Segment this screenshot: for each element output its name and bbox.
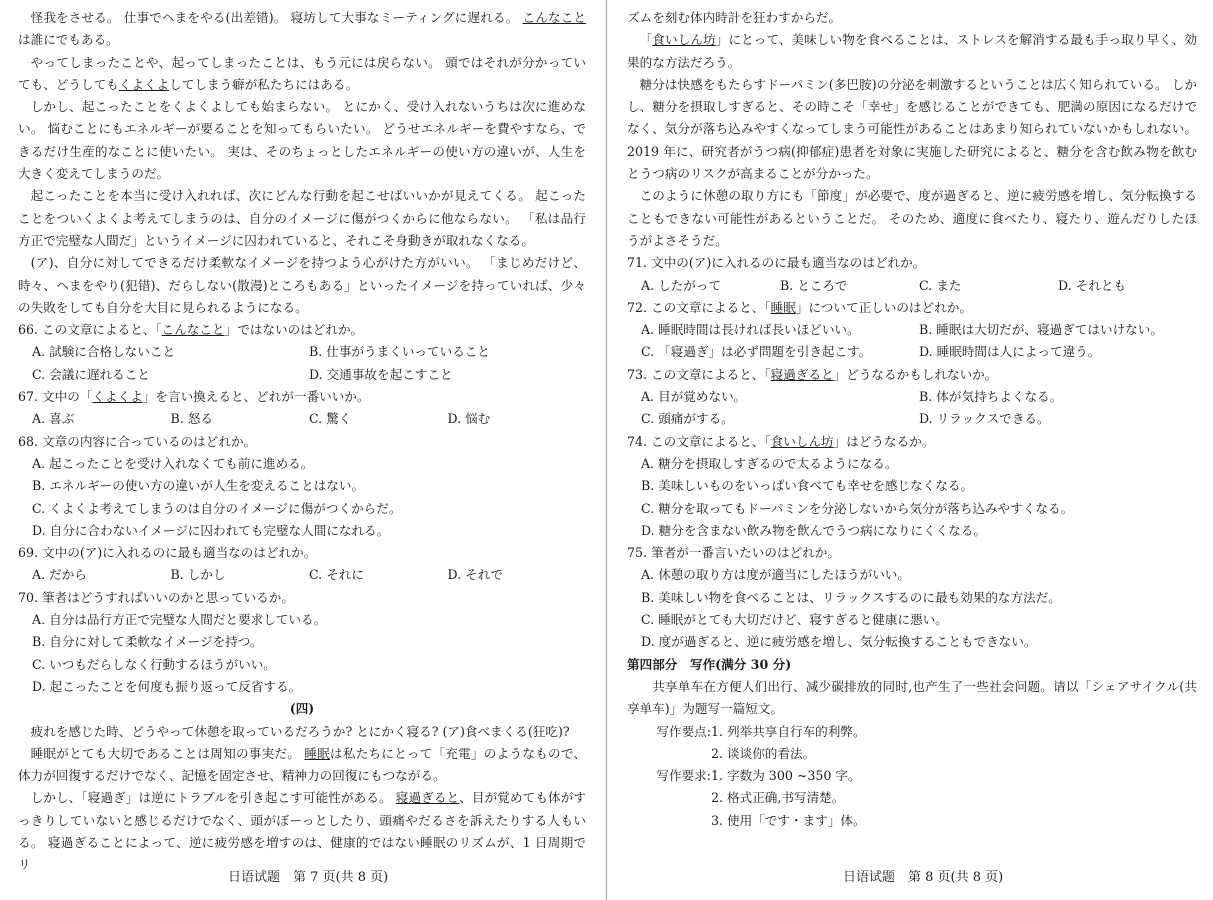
- answer-option[interactable]: D. それで: [447, 567, 503, 583]
- text-run: しかし、「寝過ぎ」は逆にトラブルを引き起こす可能性がある。: [30, 790, 396, 806]
- point-text: 2. 谈谈你的看法。: [711, 745, 816, 761]
- underlined-phrase: くよくよ: [118, 76, 170, 92]
- question: [627, 431, 1197, 542]
- underlined-phrase: 寝過ぎると: [770, 366, 834, 382]
- text-run: このように休憩の取り方にも「節度」が必要で、度が過ぎると、逆に疲労感を増し、気分転換することもできない可能性があるということだ。 そのため、適度に食べたり、寝たり、遊んだりしたほうがよさそうだ。: [627, 188, 1197, 248]
- answer-option[interactable]: B. ところで: [780, 277, 848, 293]
- answer-option[interactable]: C. 会議に遅れること: [32, 366, 150, 382]
- answer-option[interactable]: C. 「寝過ぎ」は必ず問題を引き起こす。: [641, 344, 872, 360]
- answer-option[interactable]: D. 交通事故を起こすこと: [309, 366, 453, 382]
- question: [627, 542, 1197, 653]
- question-stem: [627, 542, 1197, 564]
- text-run: 」を言い換えると、どれが一番いいか。: [142, 389, 370, 405]
- text-run: 」について正しいのはどれか。: [795, 299, 972, 315]
- page-7-content: [18, 7, 586, 877]
- answer-option[interactable]: D. 悩む: [447, 411, 491, 427]
- text-run: 」どうなるかもしれないか。: [833, 366, 998, 382]
- underlined-phrase: こんなこと: [161, 322, 225, 338]
- paragraph: [18, 743, 586, 788]
- text-run: 「: [639, 32, 653, 48]
- answer-option[interactable]: A. 喜ぶ: [32, 411, 75, 427]
- text-run: 怪我をさせる。 仕事でヘまをやる(出差错)。 寝坊して大事なミーティングに遅れる。: [30, 10, 523, 25]
- answer-option[interactable]: D. 起こったことを何度も振り返って反省する。: [32, 678, 302, 694]
- answer-option[interactable]: B. 睡眠は大切だが、寝過ぎてはいけない。: [919, 322, 1163, 338]
- answer-option[interactable]: C. 驚く: [309, 411, 352, 427]
- page-8-content: [627, 7, 1197, 832]
- question: [627, 364, 1197, 431]
- options-row: [627, 408, 1197, 430]
- underlined-phrase: 睡眠: [770, 299, 796, 315]
- requirement-text: 2. 格式正确,书写清楚。: [711, 790, 845, 806]
- paragraph: [627, 185, 1197, 252]
- options-row: [18, 408, 586, 430]
- paragraph: [18, 252, 586, 319]
- answer-option[interactable]: C. 糖分を取ってもドーパミンを分泌しないから気分が落ち込みやすくなる。: [641, 500, 1074, 516]
- text-run: してしまう癖が私たちにはある。: [169, 76, 359, 92]
- paragraph: [627, 7, 1197, 29]
- paragraph: [18, 52, 586, 97]
- text-run: 70. 筆者はどうすればいいのかと思っているか。: [18, 589, 294, 605]
- text-run: 72. この文章によると、「: [627, 299, 771, 315]
- writing-req-3: [627, 810, 1197, 832]
- text-run: 睡眠がとても大切であることは周知の事実だ。: [30, 745, 305, 761]
- requirement-text: 3. 使用「です・ます」体。: [711, 812, 866, 828]
- text-run: ズムを刻む体内時計を狂わすからだ。: [627, 10, 842, 25]
- answer-option[interactable]: A. 起こったことを受け入れなくても前に進める。: [32, 455, 314, 471]
- question-stem: [18, 319, 586, 341]
- question-stem: [18, 542, 586, 564]
- text-run: 69. 文中の(ア)に入れるのに最も適当なのはどれか。: [18, 545, 317, 561]
- answer-option[interactable]: A. 休憩の取り方は度が適当にしたほうがいい。: [641, 567, 910, 583]
- options-row: [627, 319, 1197, 341]
- answer-option[interactable]: D. リラックスできる。: [919, 411, 1050, 427]
- underlined-phrase: 食いしん坊: [770, 433, 834, 449]
- answer-option[interactable]: B. 体が気持ちよくなる。: [919, 389, 1063, 405]
- text-run: 75. 筆者が一番言いたいのはどれか。: [627, 545, 840, 561]
- answer-option[interactable]: B. 仕事がうまくいっていること: [309, 344, 490, 360]
- answer-option[interactable]: B. 美味しい物を食べることは、リラックスするのに最も効果的な方法だ。: [641, 589, 1061, 605]
- answer-option[interactable]: C. それに: [309, 567, 364, 583]
- point-text: 1. 列举共享自行车的利弊。: [711, 723, 866, 739]
- question-stem: [627, 252, 1197, 274]
- questions-71-75: [627, 252, 1197, 653]
- answer-option[interactable]: C. また: [919, 277, 962, 293]
- writing-req-1: [627, 765, 1197, 787]
- page-8: [607, 0, 1213, 900]
- writing-point-2: [627, 743, 1197, 765]
- paragraph: [18, 96, 586, 185]
- answer-option[interactable]: C. 睡眠がとても大切だけど、寝すぎると健康に悪い。: [641, 612, 948, 628]
- answer-option[interactable]: D. 睡眠時間は人によって違う。: [919, 344, 1101, 360]
- text-run: は私たちにとって「充電」のようなもので、体力が回復するだけでなく、記憶を固定させ、精神力の回復にもつながる。: [18, 745, 586, 784]
- options-row: [627, 341, 1197, 363]
- answer-option[interactable]: B. 自分に対して柔軟なイメージを持つ。: [32, 634, 263, 650]
- paragraph: [627, 29, 1197, 74]
- text-run: (ア)、自分に対してできるだけ柔軟なイメージを持つよう心がけた方がいい。 「まじめだけど、時々、ヘまをやり(犯错)、だらしない(散漫)ところもある」といったイメージを持っていれば、少々の失敗をしても自分を大目に見られるようになる。: [18, 255, 586, 315]
- answer-option[interactable]: D. 糖分を含まない飲み物を飲んでうつ病になりにくくなる。: [641, 522, 987, 538]
- text-run: は誰にでもある。: [18, 32, 119, 48]
- underlined-phrase: 睡眠: [304, 745, 331, 761]
- page-footer: 日语试题 第 8 页(共 8 页): [843, 870, 1004, 885]
- question-stem: [18, 431, 586, 453]
- options-row: [18, 341, 586, 363]
- passage-3: [18, 7, 586, 319]
- question-stem: [627, 431, 1197, 453]
- paragraph: [627, 74, 1197, 185]
- text-run: 、目が覚めても体がすっきりしていないと感じるだけでなく、頭がぼーっとしたり、頭痛やだるさを訴えたりする人もいる。 寝過ぎることによって、逆に疲労感を増すのは、健康的ではない睡眠のリズムが、1 日周期でリ: [18, 790, 587, 873]
- options-row: [627, 386, 1197, 408]
- answer-option[interactable]: C. くよくよ考えてしまうのは自分のイメージに傷がつくからだ。: [32, 500, 402, 516]
- requirement-text: 1. 字数为 300 ~350 字。: [711, 768, 861, 784]
- section-heading-4: (四): [289, 701, 315, 717]
- answer-option[interactable]: A. したがって: [641, 277, 722, 293]
- answer-option[interactable]: B. エネルギーの使い方の違いが人生を変えることはない。: [32, 478, 365, 494]
- writing-point-1: [627, 721, 1197, 743]
- options-row: [627, 275, 1197, 297]
- part4-heading: 第四部分 写作(满分 30 分): [627, 656, 792, 672]
- writing-prompt: 共享单车在方便人们出行、减少碳排放的同时,也产生了一些社会问题。请以「シェアサイクル(共享单车)」为题写一篇短文。: [627, 678, 1197, 717]
- passage-4: [18, 721, 586, 877]
- question: [18, 542, 586, 587]
- underlined-phrase: くよくよ: [92, 389, 143, 405]
- text-run: 66. この文章によると、「: [18, 322, 162, 338]
- answer-option[interactable]: B. 美味しいものをいっぱい食べても幸せを感じなくなる。: [641, 478, 974, 494]
- underlined-phrase: 寝過ぎると: [395, 790, 460, 806]
- question: [18, 319, 586, 386]
- answer-option[interactable]: A. 目が覚めない。: [641, 389, 747, 405]
- options-row: [18, 564, 586, 586]
- paragraph: [18, 721, 586, 743]
- answer-option[interactable]: D. それとも: [1058, 277, 1127, 293]
- text-run: 」はどうなるか。: [833, 433, 935, 449]
- question-stem: [18, 587, 586, 609]
- question: [18, 587, 586, 698]
- text-run: 73. この文章によると、「: [627, 366, 771, 382]
- answer-option[interactable]: C. いつもだらしなく行動するほうがいい。: [32, 656, 276, 672]
- answer-option[interactable]: A. 試験に合格しないこと: [32, 344, 176, 360]
- answer-option[interactable]: A. 自分は品行方正で完璧な人間だと要求している。: [32, 612, 327, 628]
- text-run: 74. この文章によると、「: [627, 433, 771, 449]
- question-stem: [627, 364, 1197, 386]
- text-run: 起こったことを本当に受け入れれば、次にどんな行動を起こせばいいかが見えてくる。 起こったことをついくよくよ考えてしまうのは、自分のイメージに傷がつくからに他ならない。 「私は品行方正で完璧な人間だ」というイメージに囚われていると、それこそ身動きが取れなくなる。: [18, 188, 586, 248]
- text-run: 糖分は快感をもたらすドーパミン(多巴胺)の分泌を刺激するということは広く知られている。 しかし、糖分を摂取しすぎると、その時こそ「幸せ」を感じることができても、肥満の原因になるだけでなく、気分が落ち込みやすくなってしまう可能性があることはあまり知られていないかもしれない。 2019 年に、研究者がうつ病(抑郁症)患者を対象に実施した研究によると、糖分を含む飲み物を飲むとうつ病のリスクが高まることが分かった。: [627, 76, 1197, 182]
- text-run: やってしまったことや、起ってしまったことは、もう元には戻らない。 頭ではそれが分かっていても、どうしても: [18, 54, 586, 92]
- text-run: 」ではないのはどれか。: [224, 322, 364, 338]
- text-run: 疲れを感じた時、どうやって休憩を取っているだろうか? とにかく寝る? (ア)食べまくる(狂吃)?: [30, 723, 570, 739]
- text-run: しかし、起こったことをくよくよしても始まらない。 とにかく、受け入れないうちは次に進めない。 悩むことにもエネルギーが要ることを知ってもらいたい。 どうせエネルギーを費やすなら、できるだけ生産的なことに使いたい。 実は、そのちょっとしたエネルギーの使い方の違いが、人生を大きく変えてしまうのだ。: [18, 99, 586, 182]
- question: [18, 431, 586, 542]
- page-7: [0, 0, 606, 900]
- passage-4-continued: [627, 7, 1197, 252]
- underlined-phrase: こんなこと: [522, 10, 587, 25]
- underlined-phrase: 食いしん坊: [652, 32, 716, 48]
- paragraph: [18, 185, 586, 252]
- question-stem: [627, 297, 1197, 319]
- points-label: 写作要点:: [656, 723, 711, 739]
- answer-option[interactable]: B. しかし: [170, 567, 226, 583]
- question: [627, 297, 1197, 364]
- answer-option[interactable]: A. だから: [32, 567, 87, 583]
- page-footer: 日语试题 第 7 页(共 8 页): [228, 870, 389, 885]
- writing-req-2: [627, 787, 1197, 809]
- text-run: 」にとって、美味しい物を食べることは、ストレスを解消する最も手っ取り早く、効果的な方法だろう。: [627, 32, 1198, 70]
- requirements-label: 写作要求:: [656, 768, 711, 784]
- text-run: 67. 文中の「: [18, 389, 93, 405]
- questions-66-70: [18, 319, 586, 698]
- paragraph: [18, 787, 586, 876]
- question-stem: [18, 386, 586, 408]
- answer-option[interactable]: C. 頭痛がする。: [641, 411, 734, 427]
- text-run: 71. 文中の(ア)に入れるのに最も適当なのはどれか。: [627, 255, 926, 271]
- text-run: 68. 文章の内容に合っているのはどれか。: [18, 433, 257, 449]
- question: [627, 252, 1197, 297]
- question: [18, 386, 586, 431]
- paragraph: [18, 7, 586, 52]
- answer-option[interactable]: D. 度が過ぎると、逆に疲労感を増し、気分転換することもできない。: [641, 634, 1037, 650]
- answer-option[interactable]: B. 怒る: [170, 411, 213, 427]
- answer-option[interactable]: D. 自分に合わないイメージに囚われても完璧な人間になれる。: [32, 522, 390, 538]
- answer-option[interactable]: A. 糖分を摂取しすぎるので太るようになる。: [641, 455, 898, 471]
- options-row: [18, 364, 586, 386]
- answer-option[interactable]: A. 睡眠時間は長ければ長いほどいい。: [641, 322, 860, 338]
